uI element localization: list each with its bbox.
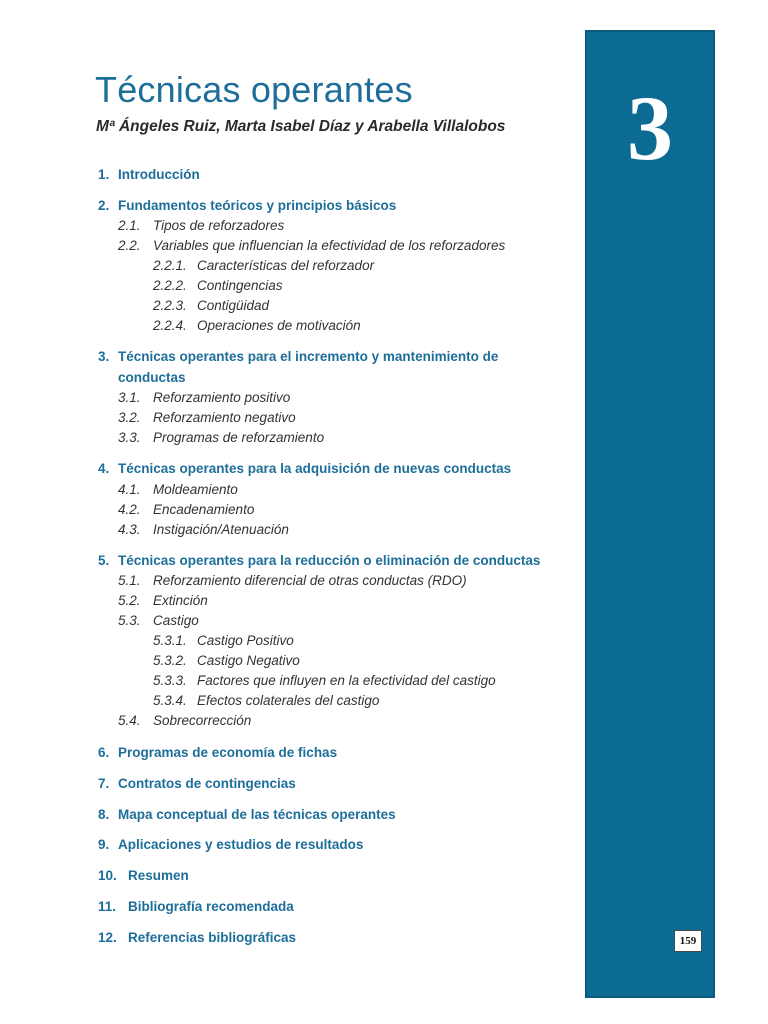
toc-label: Encadenamiento <box>153 502 255 517</box>
toc-number: 2. <box>98 198 110 213</box>
toc-number: 5.4. <box>118 713 141 728</box>
toc-label: Referencias bibliográficas <box>128 930 297 945</box>
toc-number: 5.2. <box>118 593 141 608</box>
toc-label: Castigo Positivo <box>197 633 294 648</box>
toc-label: Bibliografía recomendada <box>128 899 294 914</box>
toc-label: conductas <box>118 370 186 385</box>
toc-number: 5.3.2. <box>153 653 187 668</box>
toc-subitem[interactable] <box>118 390 290 405</box>
toc-subitem[interactable] <box>118 218 284 233</box>
toc-number: 4.2. <box>118 502 141 517</box>
toc-label: Reforzamiento positivo <box>153 390 291 405</box>
toc-subitem[interactable] <box>118 522 289 537</box>
toc-number: 9. <box>98 837 110 852</box>
toc-number: 5.3.4. <box>153 693 187 708</box>
toc-label: Introducción <box>118 167 200 182</box>
toc-label: Resumen <box>128 868 189 883</box>
toc-number: 2.2.4. <box>153 318 187 333</box>
toc-subitem[interactable] <box>118 482 238 497</box>
toc-item[interactable] <box>98 899 294 914</box>
toc-label: Fundamentos teóricos y principios básicos <box>118 198 397 213</box>
chapter-sidebar <box>585 30 715 998</box>
toc-number: 3.2. <box>118 410 141 425</box>
toc-item[interactable] <box>98 837 363 852</box>
toc-item[interactable] <box>98 349 498 364</box>
toc-number: 5.3.1. <box>153 633 187 648</box>
toc-number: 5.1. <box>118 573 141 588</box>
toc-subitem[interactable] <box>118 713 251 728</box>
toc-number: 6. <box>98 745 110 760</box>
toc-subitem[interactable] <box>118 238 505 253</box>
toc-label: Moldeamiento <box>153 482 238 497</box>
toc-subsubitem[interactable] <box>153 673 496 688</box>
toc-number: 2.2.3. <box>153 298 187 313</box>
toc-label: Variables que influencian la efectividad de los reforzadores <box>153 238 506 253</box>
toc-number: 12. <box>98 930 117 945</box>
toc-item[interactable] <box>98 167 200 182</box>
toc-subitem[interactable] <box>118 573 467 588</box>
toc-label: Técnicas operantes para la adquisición de nuevas conductas <box>118 461 512 476</box>
toc-number: 2.2.1. <box>153 258 187 273</box>
toc-subsubitem[interactable] <box>153 693 379 708</box>
toc-number: 1. <box>98 167 110 182</box>
toc-item-continuation[interactable] <box>118 370 186 385</box>
toc-subsubitem[interactable] <box>153 278 283 293</box>
toc-number: 11. <box>98 899 117 914</box>
toc-number: 7. <box>98 776 110 791</box>
toc-label: Técnicas operantes para el incremento y mantenimiento de <box>118 349 499 364</box>
toc-label: Contratos de contingencias <box>118 776 296 791</box>
toc-label: Aplicaciones y estudios de resultados <box>118 837 364 852</box>
toc-subitem[interactable] <box>118 502 254 517</box>
toc-number: 3.3. <box>118 430 141 445</box>
toc-item[interactable] <box>98 198 396 213</box>
toc-number: 2.2.2. <box>153 278 187 293</box>
toc-subsubitem[interactable] <box>153 653 300 668</box>
toc-item[interactable] <box>98 807 396 822</box>
toc-label: Contigüidad <box>197 298 270 313</box>
toc-number: 4. <box>98 461 110 476</box>
toc-label: Efectos colaterales del castigo <box>197 693 380 708</box>
toc-label: Tipos de reforzadores <box>153 218 285 233</box>
toc-label: Instigación/Atenuación <box>153 522 289 537</box>
page-number: 159 <box>674 930 702 952</box>
toc-number: 4.1. <box>118 482 141 497</box>
toc-item[interactable] <box>98 776 296 791</box>
toc-label: Técnicas operantes para la reducción o eliminación de conductas <box>118 553 541 568</box>
toc-label: Contingencias <box>197 278 283 293</box>
toc-subsubitem[interactable] <box>153 298 269 313</box>
toc-number: 5.3.3. <box>153 673 187 688</box>
toc-label: Características del reforzador <box>197 258 375 273</box>
toc-item[interactable] <box>98 745 337 760</box>
toc-subsubitem[interactable] <box>153 318 361 333</box>
toc-subitem[interactable] <box>118 430 324 445</box>
toc-number: 3. <box>98 349 110 364</box>
toc-label: Reforzamiento negativo <box>153 410 296 425</box>
toc-label: Factores que influyen en la efectividad del castigo <box>197 673 496 688</box>
toc-number: 8. <box>98 807 110 822</box>
toc-label: Sobrecorrección <box>153 713 252 728</box>
toc-label: Mapa conceptual de las técnicas operantes <box>118 807 396 822</box>
toc-label: Operaciones de motivación <box>197 318 361 333</box>
toc-label: Programas de economía de fichas <box>118 745 338 760</box>
chapter-number: 3 <box>627 77 673 179</box>
toc-number: 5. <box>98 553 110 568</box>
toc-number: 5.3. <box>118 613 141 628</box>
toc-subitem[interactable] <box>118 410 296 425</box>
toc-subitem[interactable] <box>118 593 208 608</box>
toc-item[interactable] <box>98 930 296 945</box>
toc-subsubitem[interactable] <box>153 258 374 273</box>
toc-label: Programas de reforzamiento <box>153 430 325 445</box>
chapter-authors: Mª Ángeles Ruiz, Marta Isabel Díaz y Arabella Villalobos <box>96 118 506 135</box>
toc-number: 4.3. <box>118 522 141 537</box>
toc-subitem[interactable] <box>118 613 199 628</box>
toc-number: 10. <box>98 868 117 883</box>
toc-item[interactable] <box>98 553 540 568</box>
toc-number: 2.2. <box>118 238 141 253</box>
toc-label: Castigo Negativo <box>197 653 300 668</box>
chapter-title: Técnicas operantes <box>95 69 413 110</box>
toc-item[interactable] <box>98 461 511 476</box>
toc-item[interactable] <box>98 868 189 883</box>
toc-label: Reforzamiento diferencial de otras conductas (RDO) <box>153 573 467 588</box>
toc-number: 3.1. <box>118 390 141 405</box>
toc-label: Extinción <box>153 593 208 608</box>
toc-number: 2.1. <box>118 218 141 233</box>
toc-subsubitem[interactable] <box>153 633 294 648</box>
toc-label: Castigo <box>153 613 199 628</box>
